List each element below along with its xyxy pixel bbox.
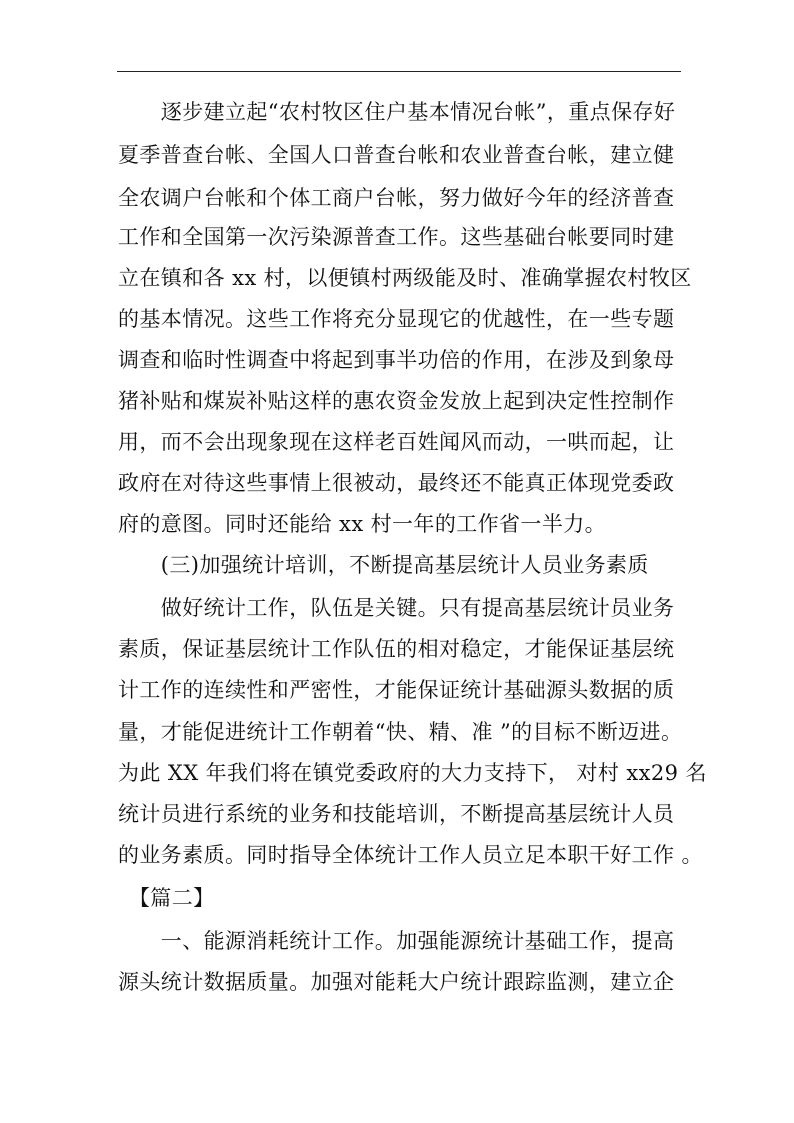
text-line: 政府在对待这些事情上很被动，最终还不能真正体现党委政 <box>118 471 675 495</box>
text-line: 计工作的连续性和严密性，才能保证统计基础源头数据的质 <box>118 678 675 702</box>
text-line: 立在镇和各 xx 村，以便镇村两级能及时、准确掌握农村牧区 <box>118 266 692 290</box>
text-line: 素质，保证基层统计工作队伍的相对稳定，才能保证基层统 <box>118 637 675 661</box>
section-heading: (三)加强统计培训，不断提高基层统计人员业务素质 <box>118 553 649 577</box>
text-line: 为此 XX 年我们将在镇党委政府的大力支持下， 对村 xx29 名 <box>118 761 707 785</box>
text-line: 夏季普查台帐、全国人口普查台帐和农业普查台帐，建立健 <box>118 143 675 167</box>
text-line: 用，而不会出现象现在这样老百姓闻风而动，一哄而起，让 <box>118 430 675 454</box>
text-line: 调查和临时性调查中将起到事半功倍的作用，在涉及到象母 <box>118 348 675 372</box>
text-line: 做好统计工作，队伍是关键。只有提高基层统计员业务 <box>118 596 675 620</box>
text-line: 逐步建立起“农村牧区住户基本情况台帐”，重点保存好 <box>118 100 676 124</box>
text-line: 的基本情况。这些工作将充分显现它的优越性，在一些专题 <box>118 307 675 331</box>
text-line: 一、能源消耗统计工作。加强能源统计基础工作，提高 <box>118 929 675 953</box>
text-line: 的业务素质。同时指导全体统计工作人员立足本职干好工作 。 <box>118 843 703 867</box>
text-line: 猪补贴和煤炭补贴这样的惠农资金发放上起到决定性控制作 <box>118 389 675 413</box>
text-line: 府的意图。同时还能给 xx 村一年的工作省一半力。 <box>118 512 607 536</box>
part-heading: 【篇二】 <box>118 886 215 910</box>
text-line: 源头统计数据质量。加强对能耗大户统计跟踪监测，建立企 <box>118 970 675 994</box>
text-line: 全农调户台帐和个体工商户台帐，努力做好今年的经济普查 <box>118 186 675 210</box>
text-line: 统计员进行系统的业务和技能培训，不断提高基层统计人员 <box>118 802 675 826</box>
text-line: 工作和全国第一次污染源普查工作。这些基础台帐要同时建 <box>118 225 675 249</box>
header-rule <box>117 71 681 72</box>
text-line: 量，才能促进统计工作朝着“快、精、准 ”的目标不断迈进。 <box>118 720 683 744</box>
